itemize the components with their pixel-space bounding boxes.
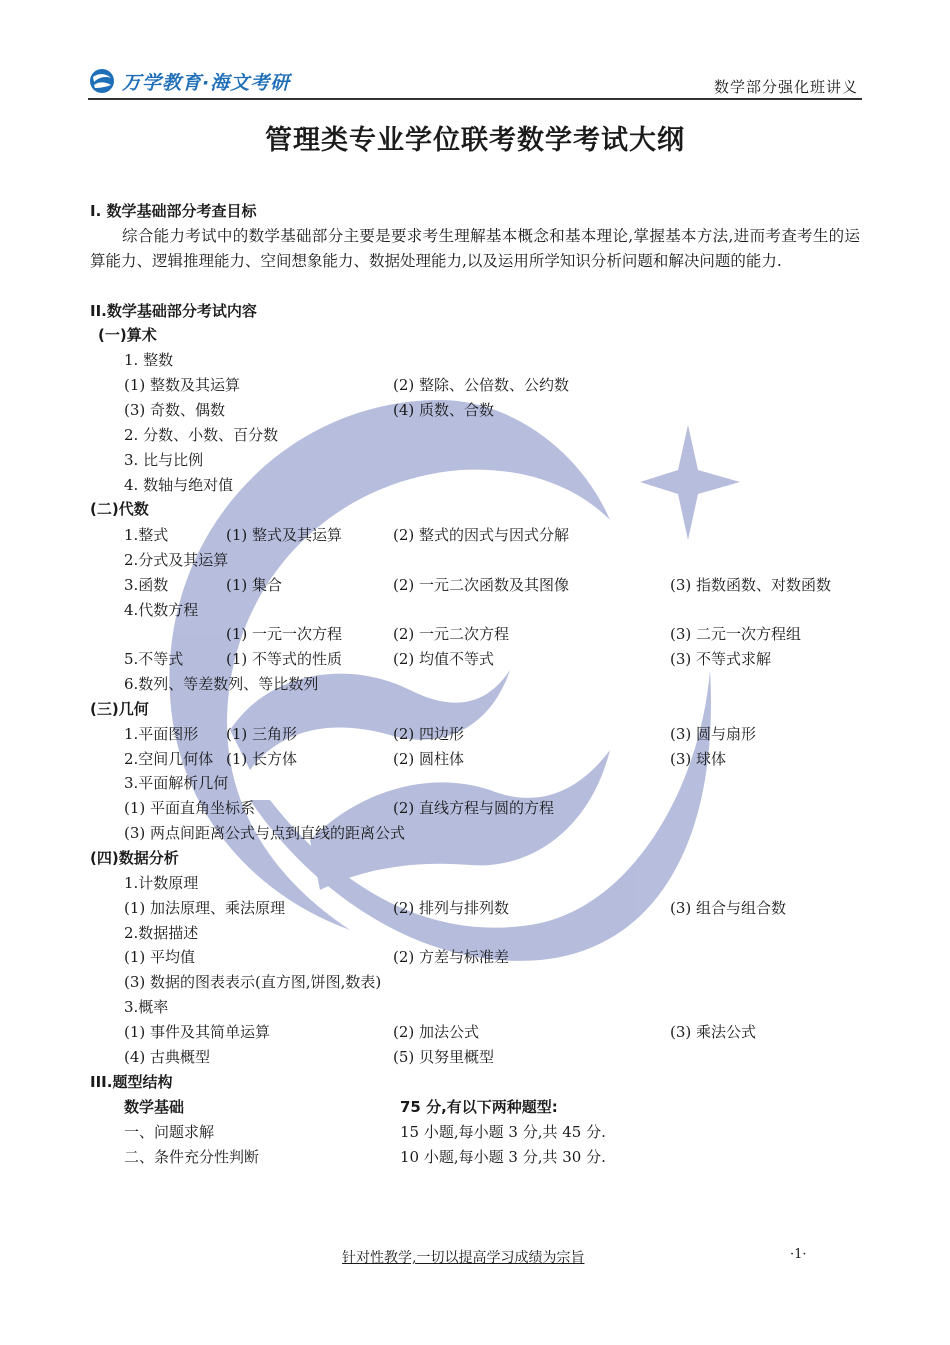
list-item: (3) 组合与组合数: [670, 899, 787, 917]
list-item: (3) 数据的图表表示(直方图,饼图,数表): [124, 973, 382, 991]
list-item: (1) 不等式的性质: [226, 650, 343, 668]
list-item: (2) 一元二次函数及其图像: [393, 576, 570, 594]
list-item: 3.函数: [124, 576, 169, 594]
list-item: (2) 整除、公倍数、公约数: [393, 376, 570, 394]
footer-slogan: 针对性教学,一切以提高学习成绩为宗旨: [342, 1250, 585, 1266]
table-cell: 数学基础: [124, 1098, 185, 1116]
list-item: (3) 指数函数、对数函数: [670, 576, 832, 594]
list-item: 3.概率: [124, 998, 169, 1016]
list-item: (4) 质数、合数: [393, 401, 495, 419]
list-item: 2.数据描述: [124, 924, 199, 942]
list-item: (3) 两点间距离公式与点到直线的距离公式: [124, 824, 406, 842]
logo-text: 万学教育·海文考研: [122, 71, 291, 94]
list-item: 2.分式及其运算: [124, 551, 229, 569]
list-item: (2) 加法公式: [393, 1023, 480, 1041]
list-item: 4. 数轴与绝对值: [124, 476, 234, 494]
list-item: 1. 整数: [124, 351, 174, 369]
list-item: (1) 整式及其运算: [226, 526, 343, 544]
table-cell: 10 小题,每小题 3 分,共 30 分.: [400, 1148, 606, 1166]
page-title: 管理类专业学位联考数学考试大纲: [265, 125, 685, 156]
list-item: (1) 长方体: [226, 750, 298, 768]
table-cell: 一、问题求解: [124, 1123, 215, 1141]
subsection-heading: (一)算术: [98, 326, 157, 344]
list-item: (2) 一元二次方程: [393, 625, 510, 643]
section-heading: II.数学基础部分考试内容: [90, 302, 257, 320]
list-item: 5.不等式: [124, 650, 184, 668]
list-item: (5) 贝努里概型: [393, 1048, 495, 1066]
globe-logo-icon: [88, 67, 116, 95]
list-item: (1) 集合: [226, 576, 283, 594]
page-number: ·1·: [790, 1247, 807, 1262]
table-cell: 15 小题,每小题 3 分,共 45 分.: [400, 1123, 606, 1141]
header-divider: [88, 98, 862, 100]
list-item: 2. 分数、小数、百分数: [124, 426, 279, 444]
list-item: 1.计数原理: [124, 874, 199, 892]
subsection-heading: (三)几何: [90, 700, 149, 718]
list-item: (4) 古典概型: [124, 1048, 211, 1066]
list-item: 3.平面解析几何: [124, 774, 229, 792]
table-cell: 二、条件充分性判断: [124, 1148, 260, 1166]
list-item: (2) 方差与标准差: [393, 948, 510, 966]
list-item: (2) 直线方程与圆的方程: [393, 799, 555, 817]
list-item: (3) 二元一次方程组: [670, 625, 802, 643]
section-heading: III.题型结构: [90, 1073, 173, 1091]
list-item: (2) 均值不等式: [393, 650, 495, 668]
subsection-heading: (四)数据分析: [90, 849, 179, 867]
header-title: 数学部分强化班讲义: [713, 78, 858, 96]
subsection-heading: (二)代数: [90, 500, 149, 518]
list-item: 2.空间几何体: [124, 750, 214, 768]
list-item: (3) 球体: [670, 750, 727, 768]
list-item: 1.整式: [124, 526, 169, 544]
list-item: (3) 圆与扇形: [670, 725, 757, 743]
list-item: (1) 事件及其简单运算: [124, 1023, 271, 1041]
list-item: (2) 整式的因式与因式分解: [393, 526, 570, 544]
list-item: (1) 三角形: [226, 725, 298, 743]
list-item: (2) 四边形: [393, 725, 465, 743]
list-item: (1) 加法原理、乘法原理: [124, 899, 286, 917]
list-item: (1) 一元一次方程: [226, 625, 343, 643]
list-item: (1) 整数及其运算: [124, 376, 241, 394]
list-item: 3. 比与比例: [124, 451, 204, 469]
list-item: 4.代数方程: [124, 601, 199, 619]
intro-paragraph: 综合能力考试中的数学基础部分主要是要求考生理解基本概念和基本理论,掌握基本方法,进而考查考生的运算能力、逻辑推理能力、空间想象能力、数据处理能力,以及运用所学知识分析问题和解决问题的能力.: [90, 227, 860, 270]
list-item: (2) 圆柱体: [393, 750, 465, 768]
section-heading: I. 数学基础部分考查目标: [90, 202, 257, 220]
table-cell: 75 分,有以下两种题型:: [400, 1098, 558, 1116]
list-item: (2) 排列与排列数: [393, 899, 510, 917]
list-item: (3) 奇数、偶数: [124, 401, 226, 419]
list-item: (3) 不等式求解: [670, 650, 772, 668]
brand-logo: [88, 66, 290, 96]
list-item: (1) 平面直角坐标系: [124, 799, 256, 817]
list-item: (1) 平均值: [124, 948, 196, 966]
list-item: 6.数列、等差数列、等比数列: [124, 675, 319, 693]
list-item: 1.平面图形: [124, 725, 199, 743]
list-item: (3) 乘法公式: [670, 1023, 757, 1041]
